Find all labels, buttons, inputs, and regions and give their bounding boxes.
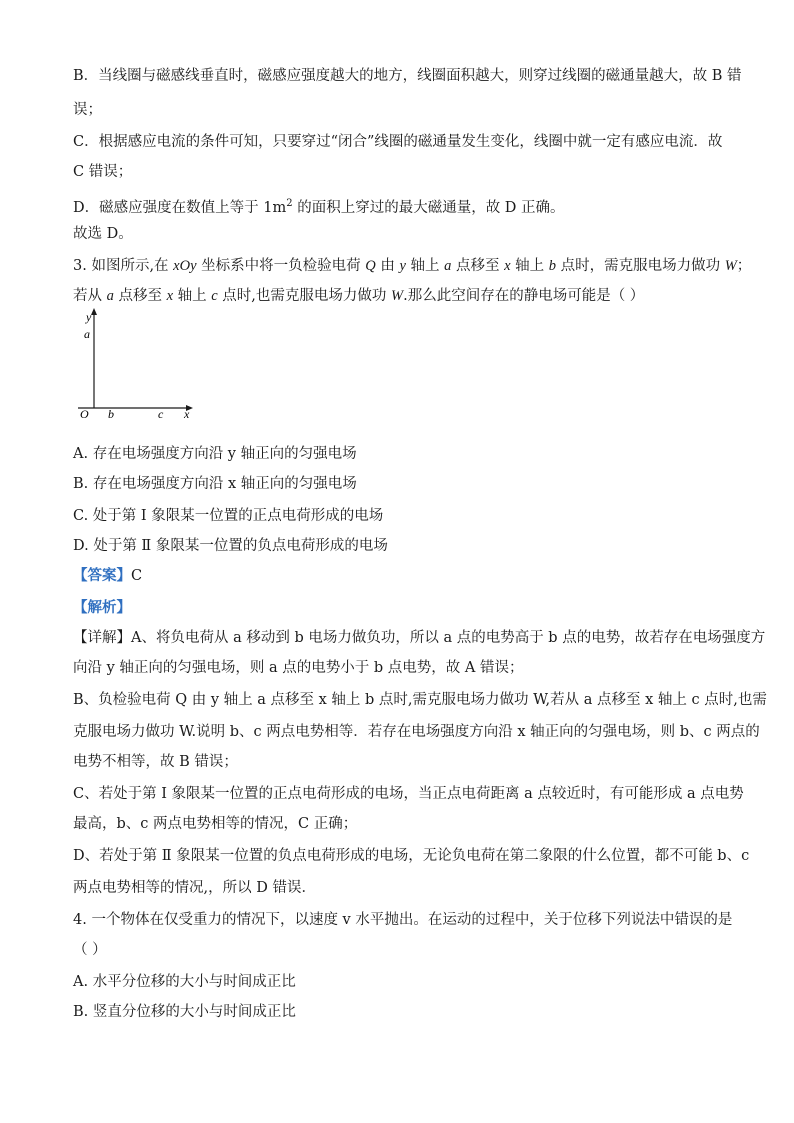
text-line	[73, 194, 565, 218]
option-c: C. 处于第 Ⅰ 象限某一位置的正点电荷形成的电场	[73, 508, 384, 524]
answer-value: C	[131, 568, 143, 584]
point-a-label: a	[84, 327, 90, 341]
option-d: D. 处于第 Ⅱ 象限某一位置的负点电荷形成的电场	[73, 538, 388, 554]
point-c-label: c	[158, 407, 164, 421]
text-line: C 错误；	[73, 164, 133, 180]
math-var: x	[166, 288, 174, 304]
text-span: 轴上	[510, 258, 549, 274]
explanation-line: 两点电势相等的情况,，所以 D 错误．	[73, 880, 316, 896]
question-4-line-2: （ ）	[73, 942, 107, 958]
text-span: 点移至	[113, 288, 167, 304]
explanation-line: B、负检验电荷 Q 由 y 轴上 a 点移至 x 轴上 b 点时,需克服电场力做功 W,若从 a 点移至 x 轴上 c 点时,也需	[73, 692, 767, 708]
explanation-line: 克服电场力做功 W.说明 b、c 两点电势相等．若存在电场强度方向沿 x 轴正向的匀强电场，则 b、c 两点的	[73, 724, 760, 740]
question-3-line-1	[73, 256, 751, 276]
text-span: ；	[736, 258, 752, 274]
text-line: 误；	[73, 102, 102, 118]
answer-line	[73, 566, 142, 586]
explanation-line: 向沿 y 轴正向的匀强电场，则 a 点的电势小于 b 点电势，故 A 错误；	[73, 660, 524, 676]
text-span: .那么此空间存在的静电场可能是（ ）	[403, 288, 645, 304]
math-var: W	[391, 288, 404, 304]
text-span: 由	[375, 258, 400, 274]
math-var: a	[106, 288, 114, 304]
explanation-line: 电势不相等，故 B 错误；	[73, 754, 238, 770]
explanation-line: D、若处于第 Ⅱ 象限某一位置的负点电荷形成的电场，无论负电荷在第二象限的什么位置，都不可能 b、c	[73, 848, 750, 864]
analysis-tag-line	[73, 598, 131, 618]
text-line: C．根据感应电流的条件可知，只要穿过“闭合”线圈的磁通量发生变化，线圈中就一定有感应电流．故	[73, 134, 723, 150]
math-var: Q	[365, 258, 376, 274]
math-var: b	[548, 258, 556, 274]
math-var: y	[399, 258, 406, 274]
x-axis-label: x	[184, 407, 190, 421]
answer-tag: 【答案】	[73, 567, 131, 584]
question-3-line-2	[73, 286, 644, 306]
explanation-line: 最高，b、c 两点电势相等的情况，C 正确；	[73, 816, 358, 832]
math-var: xOy	[173, 258, 197, 274]
question-4-line-1: 4. 一个物体在仅受重力的情况下，以速度 v 水平抛出。在运动的过程中，关于位移下列说法中错误的是	[73, 912, 733, 928]
math-var: x	[504, 258, 511, 274]
text-span: 点时,也需克服电场力做功	[217, 288, 391, 304]
option-b: B. 存在电场强度方向沿 x 轴正向的匀强电场	[73, 476, 357, 492]
math-var: c	[211, 288, 218, 304]
y-axis-arrow	[91, 308, 97, 315]
text-span: 轴上	[173, 288, 212, 304]
origin-label: O	[80, 407, 89, 421]
text-line: B．当线圈与磁感线垂直时，磁感应强度越大的地方，线圈面积越大，则穿过线圈的磁通量越大，故 B 错	[73, 68, 742, 84]
option-a: A. 存在电场强度方向沿 y 轴正向的匀强电场	[73, 446, 357, 462]
text-span: 轴上	[405, 258, 445, 274]
math-var: W	[724, 258, 737, 274]
point-b-label: b	[108, 407, 114, 421]
text-line: 故选 D。	[73, 226, 133, 242]
text-span: D．磁感应强度在数值上等于 1m	[73, 199, 287, 216]
explanation-line: C、若处于第 Ⅰ 象限某一位置的正点电荷形成的电场，当正点电荷距离 a 点较近时，有可能形成 a 点电势	[73, 786, 744, 802]
math-var: a	[444, 258, 452, 274]
coordinate-figure	[72, 308, 202, 423]
analysis-tag: 【解析】	[73, 599, 131, 616]
text-span: 坐标系中将一负检验电荷	[196, 258, 366, 274]
y-axis-label: y	[86, 310, 92, 324]
text-span: 的面积上穿过的最大磁通量，故 D 正确。	[292, 199, 565, 216]
text-span: 点时，需克服电场力做功	[555, 258, 725, 274]
explanation-line: 【详解】A、将负电荷从 a 移动到 b 电场力做负功，所以 a 点的电势高于 b 点的电势，故若存在电场强度方	[73, 630, 766, 646]
superscript: 2	[286, 198, 293, 209]
text-span: 若从	[73, 288, 107, 304]
question-4-option-a: A. 水平分位移的大小与时间成正比	[73, 974, 296, 990]
question-4-option-b: B. 竖直分位移的大小与时间成正比	[73, 1004, 296, 1020]
text-span: 3. 如图所示,在	[73, 258, 174, 274]
text-span: 点移至	[451, 258, 505, 274]
